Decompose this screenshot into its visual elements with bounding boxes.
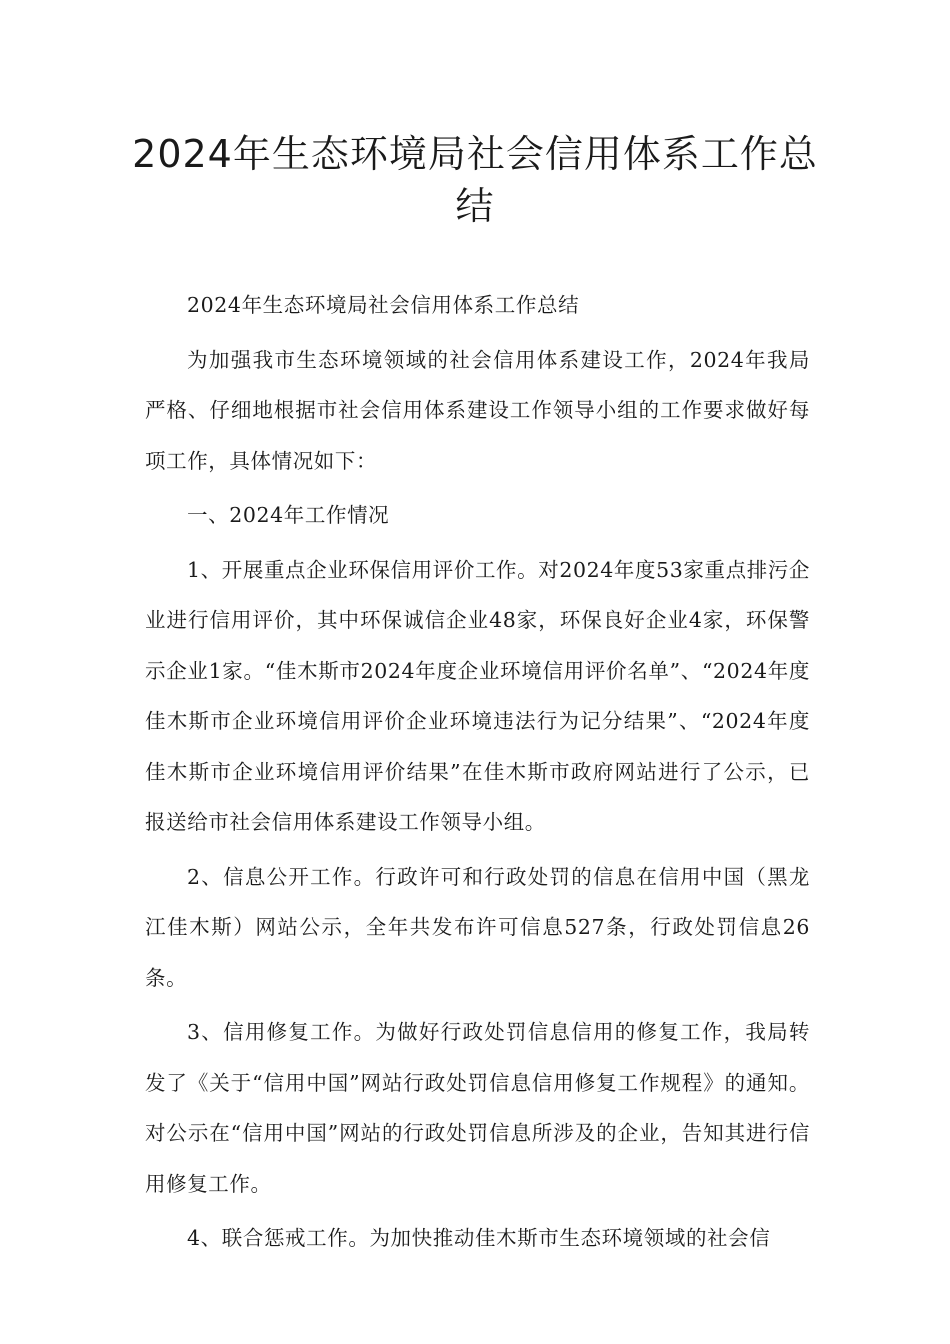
- paragraph-credit-repair: 3、信用修复工作。为做好行政处罚信息信用的修复工作，我局转发了《关于“信用中国”网站行政处罚信息信用修复工作规程》的通知。对公示在“信用中国”网站的行政处罚信息所涉及的企业，告知其进行信用修复工作。: [145, 1020, 810, 1196]
- document-title: 2024年生态环境局社会信用体系工作总结: [132, 132, 818, 228]
- paragraph-credit-evaluation: 1、开展重点企业环保信用评价工作。对2024年度53家重点排污企业进行信用评价，其中环保诚信企业48家，环保良好企业4家，环保警示企业1家。“佳木斯市2024年度企业环境信用评价名单”、“2024年度佳木斯市企业环境信用评价企业环境违法行为记分结果”、“2024年度佳木斯市企业环境信用评价结果”在佳木斯市政府网站进行了公示，已报送给市社会信用体系建设工作领导小组。: [145, 557, 810, 834]
- section-heading-work-status: 一、2024年工作情况: [187, 503, 390, 527]
- body-heading: 2024年生态环境局社会信用体系工作总结: [187, 293, 580, 317]
- intro-paragraph: 为加强我市生态环境领域的社会信用体系建设工作，2024年我局严格、仔细地根据市社会信用体系建设工作领导小组的工作要求做好每项工作，具体情况如下：: [145, 347, 810, 473]
- paragraph-info-disclosure: 2、信息公开工作。行政许可和行政处罚的信息在信用中国（黑龙江佳木斯）网站公示，全年共发布许可信息527条，行政处罚信息26条。: [145, 864, 810, 990]
- document-body: [145, 280, 810, 1264]
- paragraph-joint-punishment: 4、联合惩戒工作。为加快推动佳木斯市生态环境领域的社会信: [187, 1226, 771, 1250]
